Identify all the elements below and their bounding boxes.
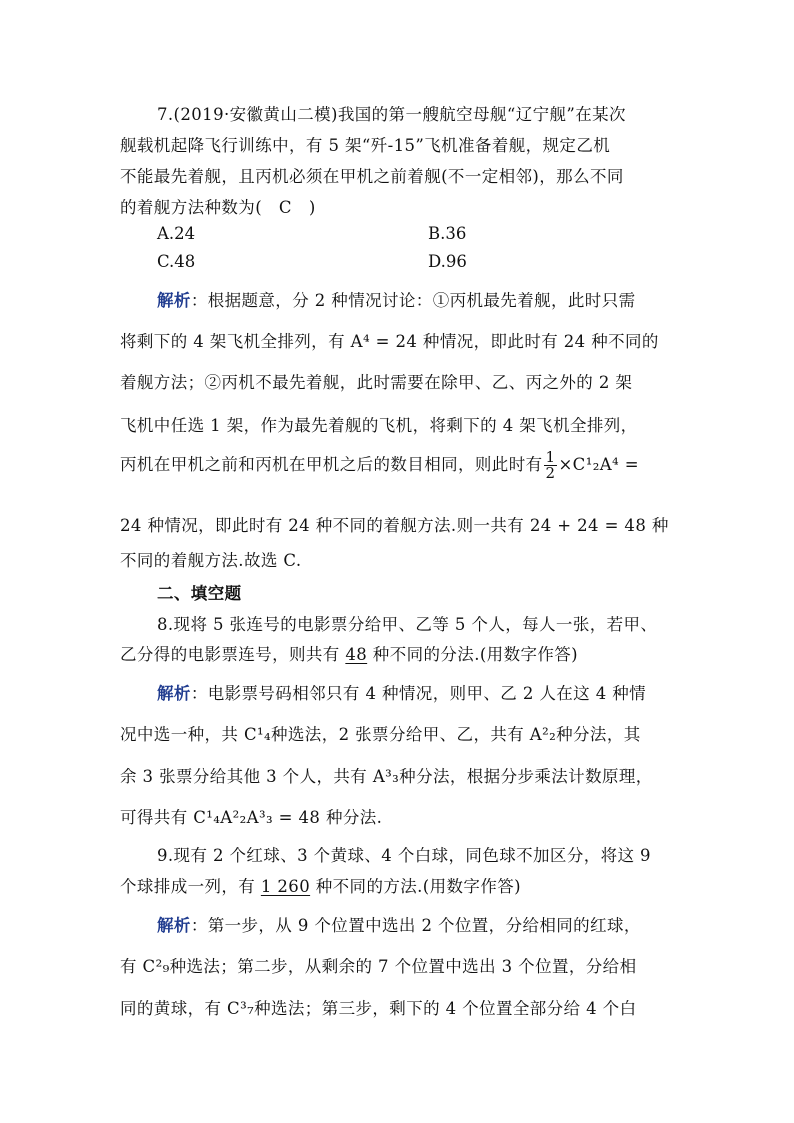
q8-solution-label: 解析 bbox=[157, 684, 191, 703]
fraction-denominator: 2 bbox=[545, 464, 556, 482]
q8-text-2b: 种不同的分法.(用数字作答) bbox=[367, 645, 579, 664]
q7-line-3: 不能最先着舰，且丙机必须在甲机之前着舰(不一定相邻)，那么不同 bbox=[120, 167, 624, 186]
q8-answer: 48 bbox=[345, 645, 368, 664]
q9-solution-label: 解析 bbox=[157, 916, 191, 935]
q8-line-1: 8.现将 5 张连号的电影票分给甲、乙等 5 个人，每人一张，若甲、 bbox=[157, 615, 658, 634]
q7-line-1: 7.(2019·安徽黄山二模)我国的第一艘航空母舰“辽宁舰”在某次 bbox=[157, 105, 626, 124]
q7-solution-line-5 bbox=[120, 450, 639, 481]
q8-solution-line-1 bbox=[157, 680, 646, 704]
q7-option-b: B.36 bbox=[428, 224, 467, 243]
q8-solution-text-1: ：电影票号码相邻只有 4 种情况，则甲、乙 2 人在这 4 种情 bbox=[190, 684, 647, 703]
q8-solution-line-2: 况中选一种，共 C¹₄种选法，2 张票分给甲、乙，共有 A²₂种分法，其 bbox=[120, 725, 641, 744]
q8-solution-line-3: 余 3 张票分给其他 3 个人，共有 A³₃种分法，根据分步乘法计数原理， bbox=[120, 767, 653, 786]
q7-option-d: D.96 bbox=[428, 252, 467, 271]
fraction-numerator: 1 bbox=[545, 448, 556, 466]
q9-solution-text-1: ：第一步，从 9 个位置中选出 2 个位置，分给相同的红球， bbox=[190, 916, 641, 935]
q7-solution-label: 解析 bbox=[157, 291, 191, 310]
q9-line-2 bbox=[120, 873, 521, 897]
q9-line-1: 9.现有 2 个红球、3 个黄球、4 个白球，同色球不加区分，将这 9 bbox=[157, 846, 651, 865]
q9-solution-line-1 bbox=[157, 912, 641, 936]
q7-solution-line-2: 将剩下的 4 架飞机全排列，有 A⁴ = 24 种情况，即此时有 24 种不同的 bbox=[120, 332, 659, 351]
q7-option-c: C.48 bbox=[157, 252, 196, 271]
q7-solution-line-4: 飞机中任选 1 架，作为最先着舰的飞机，将剩下的 4 架飞机全排列， bbox=[120, 416, 638, 435]
q8-text-2a: 乙分得的电影票连号，则共有 bbox=[120, 645, 346, 664]
q7-line-4: 的着舰方法种数为( C ) bbox=[120, 198, 316, 217]
q9-solution-line-2: 有 C²₉种选法；第二步，从剩余的 7 个位置中选出 3 个位置，分给相 bbox=[120, 957, 637, 976]
one-half-fraction bbox=[544, 450, 558, 481]
q7-line-2: 舰载机起降飞行训练中，有 5 架“歼-15”飞机准备着舰，规定乙机 bbox=[120, 136, 611, 155]
q9-answer: 1 260 bbox=[260, 877, 311, 896]
q7-solution-line-7: 不同的着舰方法.故选 C. bbox=[120, 551, 302, 570]
q9-solution-line-3: 同的黄球，有 C³₇种选法；第三步，剩下的 4 个位置全部分给 4 个白 bbox=[120, 999, 637, 1018]
q7-solution-text-5b: ×C¹₂A⁴ = bbox=[558, 455, 639, 474]
q7-solution-line-1 bbox=[157, 287, 636, 311]
q7-solution-text-1: ：根据题意，分 2 种情况讨论：①丙机最先着舰，此时只需 bbox=[190, 291, 636, 310]
section-title: 二、填空题 bbox=[157, 584, 242, 603]
q7-solution-line-6: 24 种情况，即此时有 24 种不同的着舰方法.则一共有 24 + 24 = 48 种 bbox=[120, 516, 669, 535]
q9-text-2a: 个球排成一列，有 bbox=[120, 877, 261, 896]
q7-option-a: A.24 bbox=[157, 224, 196, 243]
q7-solution-text-5a: 丙机在甲机之前和丙机在甲机之后的数目相同，则此时有 bbox=[120, 455, 543, 474]
q7-solution-line-3: 着舰方法；②丙机不最先着舰，此时需要在除甲、乙、丙之外的 2 架 bbox=[120, 373, 633, 392]
q9-text-2b: 种不同的方法.(用数字作答) bbox=[310, 877, 521, 896]
q8-solution-line-4: 可得共有 C¹₄A²₂A³₃ = 48 种分法. bbox=[120, 808, 383, 827]
q8-line-2 bbox=[120, 641, 578, 665]
